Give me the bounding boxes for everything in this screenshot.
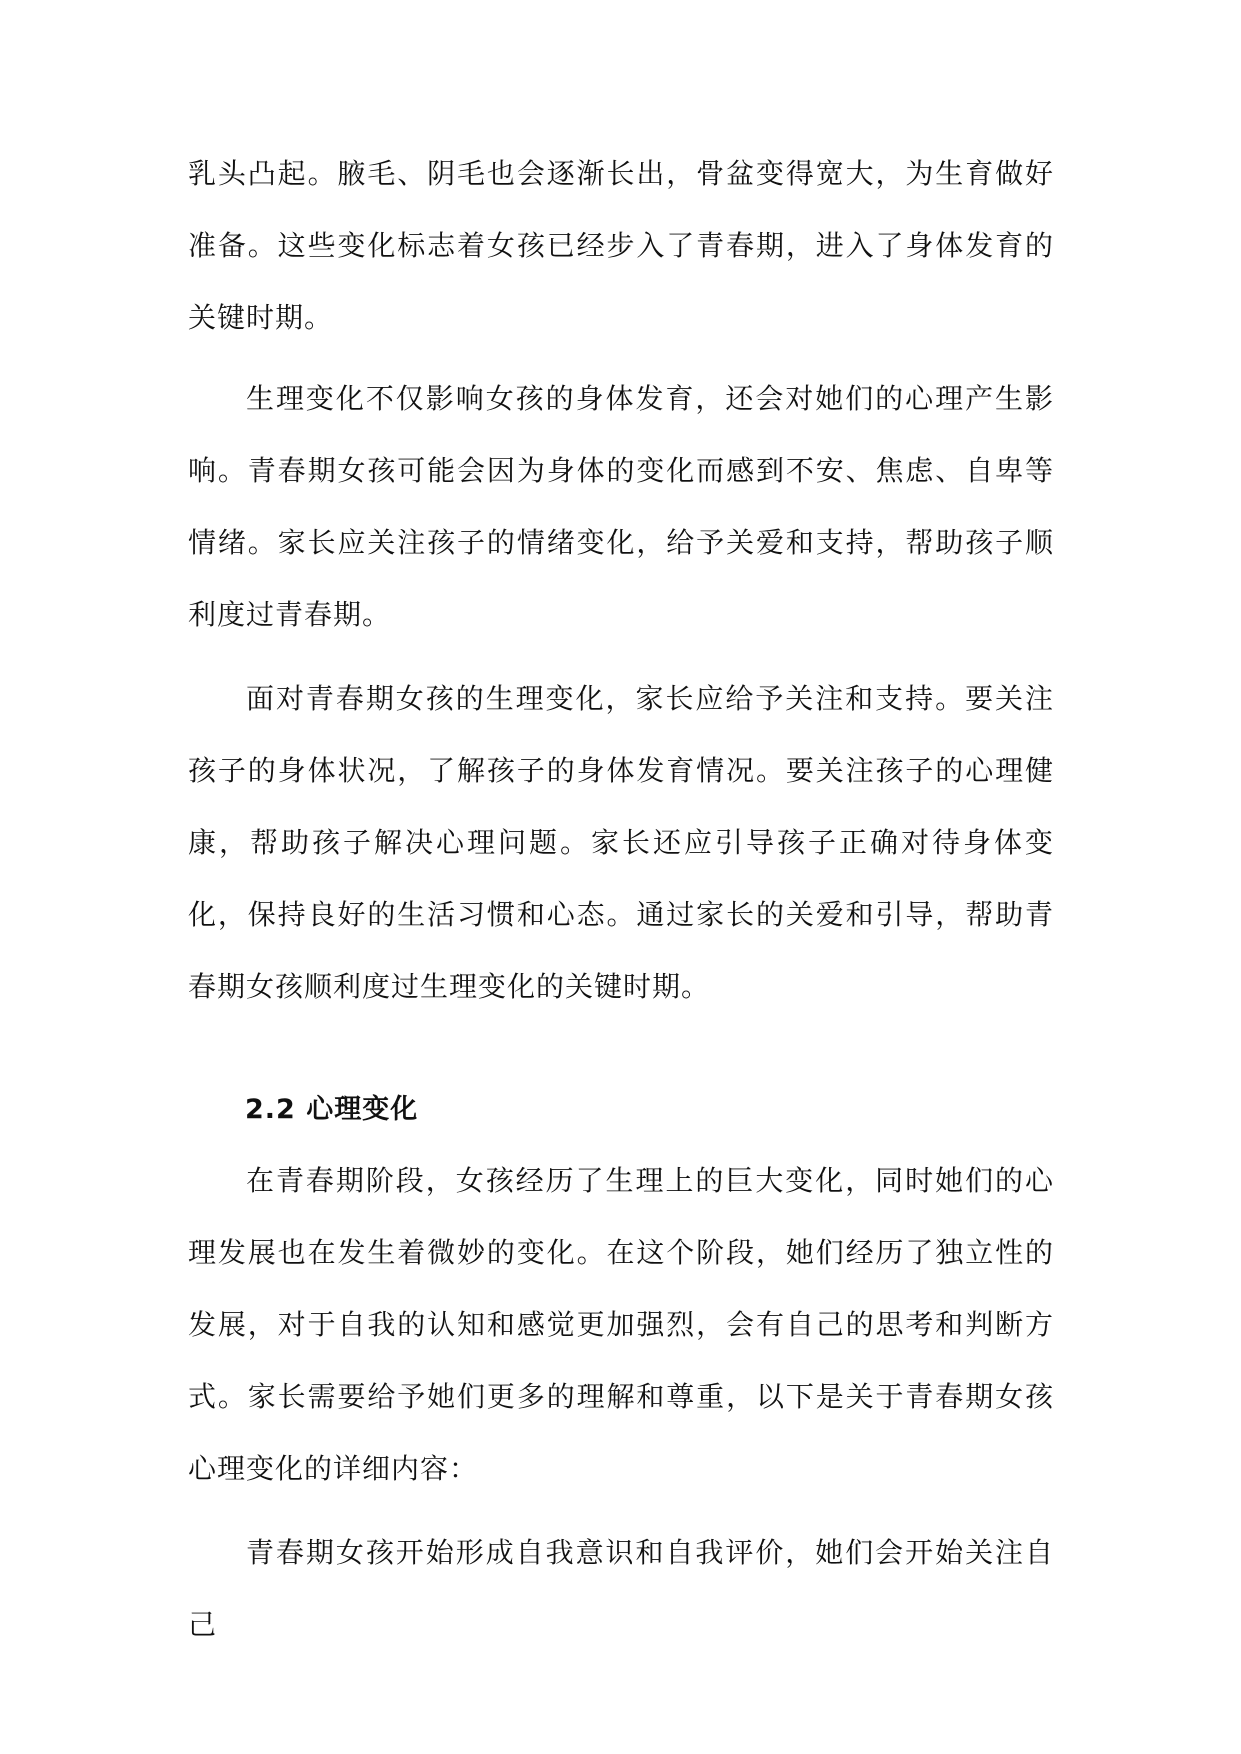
- paragraph-continued: 乳头凸起。腋毛、阴毛也会逐渐长出，骨盆变得宽大，为生育做好准备。这些变化标志着女孩已经步入了青春期，进入了身体发育的关键时期。: [188, 157, 1054, 334]
- paragraph-psychological-changes-intro: 在青春期阶段，女孩经历了生理上的巨大变化，同时她们的心理发展也在发生着微妙的变化。在这个阶段，她们经历了独立性的发展，对于自我的认知和感觉更加强烈，会有自己的思考和判断方式。家长需要给予她们更多的理解和尊重，以下是关于青春期女孩心理变化的详细内容：: [188, 1164, 1054, 1485]
- paragraph-self-awareness: 青春期女孩开始形成自我意识和自我评价，她们会开始关注自己: [188, 1536, 1054, 1641]
- paragraph-parent-support: 面对青春期女孩的生理变化，家长应给予关注和支持。要关注孩子的身体状况，了解孩子的身体发育情况。要关注孩子的心理健康，帮助孩子解决心理问题。家长还应引导孩子正确对待身体变化，保持良好的生活习惯和心态。通过家长的关爱和引导，帮助青春期女孩顺利度过生理变化的关键时期。: [188, 682, 1054, 1003]
- paragraph-psychological-impact: 生理变化不仅影响女孩的身体发育，还会对她们的心理产生影响。青春期女孩可能会因为身体的变化而感到不安、焦虑、自卑等情绪。家长应关注孩子的情绪变化，给予关爱和支持，帮助孩子顺利度过青春期。: [188, 382, 1054, 631]
- section-heading: 2.2 心理变化: [245, 1094, 419, 1125]
